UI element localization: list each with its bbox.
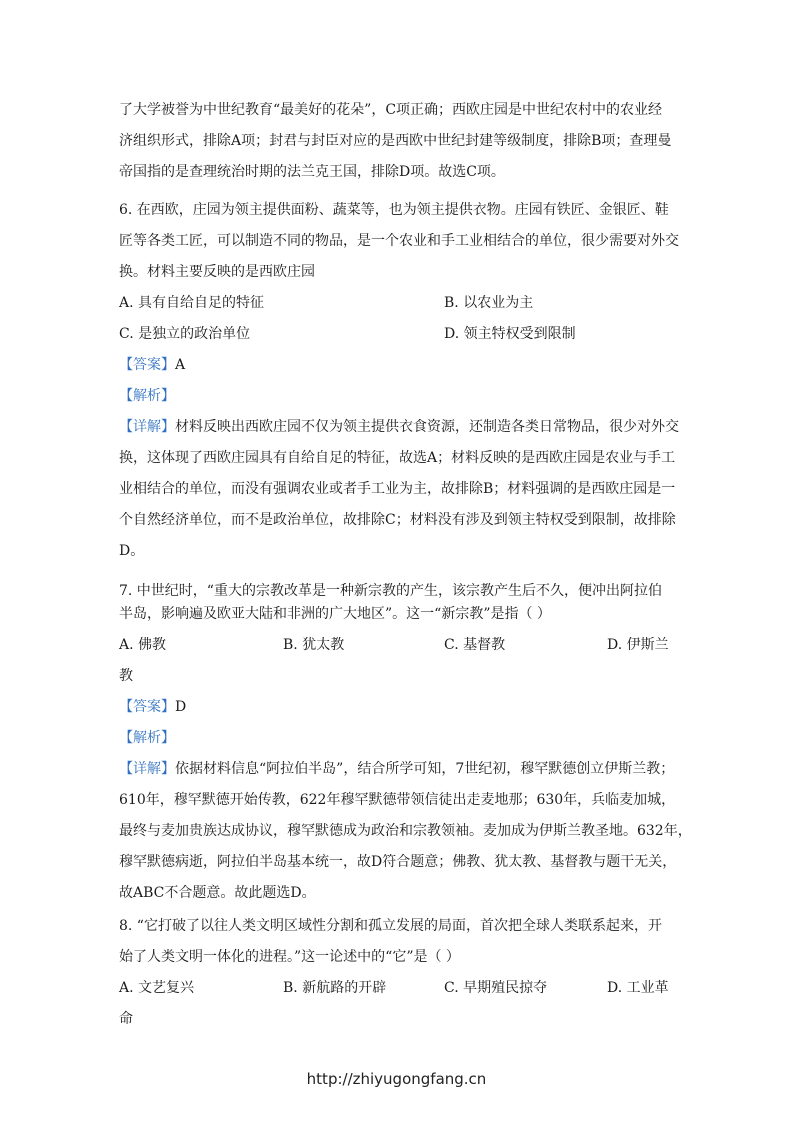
q6-option-a: A. 具有自给自足的特征 xyxy=(119,295,265,311)
question-7-stem: 半岛，影响遍及欧亚大陆和非洲的广大地区”。这一“新宗教”是指（ ） xyxy=(119,606,551,622)
q7-detail-line: 最终与麦加贵族达成协议，穆罕默德成为政治和宗教领袖。麦加成为伊斯兰教圣地。632年， xyxy=(119,823,692,839)
q7-option-b: B. 犹太教 xyxy=(283,637,345,653)
question-6-stem: 换。材料主要反映的是西欧庄园 xyxy=(119,264,315,280)
paragraph-line: 帝国指的是查理统治时期的法兰克王国，排除D项。故选C项。 xyxy=(119,164,505,180)
q7-analysis-tag: 【解析】 xyxy=(119,730,175,746)
detail-text: 材料反映出西欧庄园不仅为领主提供衣食资源，还制造各类日常物品，很少对外交 xyxy=(175,419,679,435)
question-6-stem: 匠等各类工匠，可以制造不同的物品，是一个农业和手工业相结合的单位，很少需要对外交 xyxy=(119,233,679,249)
q6-detail-line: 个自然经济单位，而不是政治单位，故排除C；材料没有涉及到领主特权受到限制，故排除 xyxy=(119,512,676,528)
q8-option-d-continued: 命 xyxy=(119,1011,133,1027)
footer-url: http://zhiyugongfang.cn xyxy=(306,1070,487,1088)
answer-tag: 【答案】 xyxy=(119,357,175,373)
question-8-stem: 始了人类文明一体化的进程。”这一论述中的“它”是（ ） xyxy=(119,949,460,965)
q6-detail xyxy=(119,418,679,436)
q8-option-d: D. 工业革 xyxy=(607,980,669,996)
answer-value: A xyxy=(175,357,186,373)
q6-option-b: B. 以农业为主 xyxy=(444,295,534,311)
q7-detail-line: 穆罕默德病逝，阿拉伯半岛基本统一，故D符合题意；佛教、犹太教、基督教与题干无关， xyxy=(119,854,677,870)
q6-analysis-tag: 【解析】 xyxy=(119,388,175,404)
q7-detail-line: 610年，穆罕默德开始传教，622年穆罕默德带领信徒出走麦地那；630年，兵临麦加城， xyxy=(119,792,676,808)
q7-answer xyxy=(119,698,186,716)
q6-detail-line: 换，这体现了西欧庄园具有自给自足的特征，故选A；材料反映的是西欧庄园是农业与手工 xyxy=(119,450,676,466)
q7-option-c: C. 基督教 xyxy=(444,637,506,653)
question-8-stem: 8. “它打破了以往人类文明区域性分割和孤立发展的局面，首次把全球人类联系起来，开 xyxy=(119,918,662,934)
q6-option-c: C. 是独立的政治单位 xyxy=(119,326,251,342)
q8-option-a: A. 文艺复兴 xyxy=(119,980,195,996)
q6-option-d: D. 领主特权受到限制 xyxy=(444,326,576,342)
q7-detail-line: 故ABC不合题意。故此题选D。 xyxy=(119,885,316,901)
answer-tag: 【答案】 xyxy=(119,699,175,715)
q7-detail xyxy=(119,760,674,778)
paragraph-line: 了大学被誉为中世纪教育“最美好的花朵”，C项正确；西欧庄园是中世纪农村中的农业经 xyxy=(119,102,663,118)
paragraph-line: 济组织形式，排除A项；封君与封臣对应的是西欧中世纪封建等级制度，排除B项；查理曼 xyxy=(119,133,672,149)
q7-option-d: D. 伊斯兰 xyxy=(607,637,669,653)
question-7-stem: 7. 中世纪时，“重大的宗教改革是一种新宗教的产生，该宗教产生后不久，便冲出阿拉伯 xyxy=(119,583,662,599)
q7-option-d-continued: 教 xyxy=(119,668,133,684)
q8-option-b: B. 新航路的开辟 xyxy=(283,980,387,996)
q8-option-c: C. 早期殖民掠夺 xyxy=(444,980,548,996)
question-6-stem: 6. 在西欧，庄园为领主提供面粉、蔬菜等，也为领主提供衣物。庄园有铁匠、金银匠、鞋 xyxy=(119,202,669,218)
answer-value: D xyxy=(175,699,187,715)
q6-detail-line: D。 xyxy=(119,543,145,559)
detail-text: 依据材料信息“阿拉伯半岛”，结合所学可知，7世纪初，穆罕默德创立伊斯兰教； xyxy=(175,761,675,777)
detail-tag: 【详解】 xyxy=(119,761,175,777)
q6-answer xyxy=(119,356,185,374)
q6-detail-line: 业相结合的单位，而没有强调农业或者手工业为主，故排除B；材料强调的是西欧庄园是一 xyxy=(119,481,676,497)
detail-tag: 【详解】 xyxy=(119,419,175,435)
q7-option-a: A. 佛教 xyxy=(119,637,167,653)
